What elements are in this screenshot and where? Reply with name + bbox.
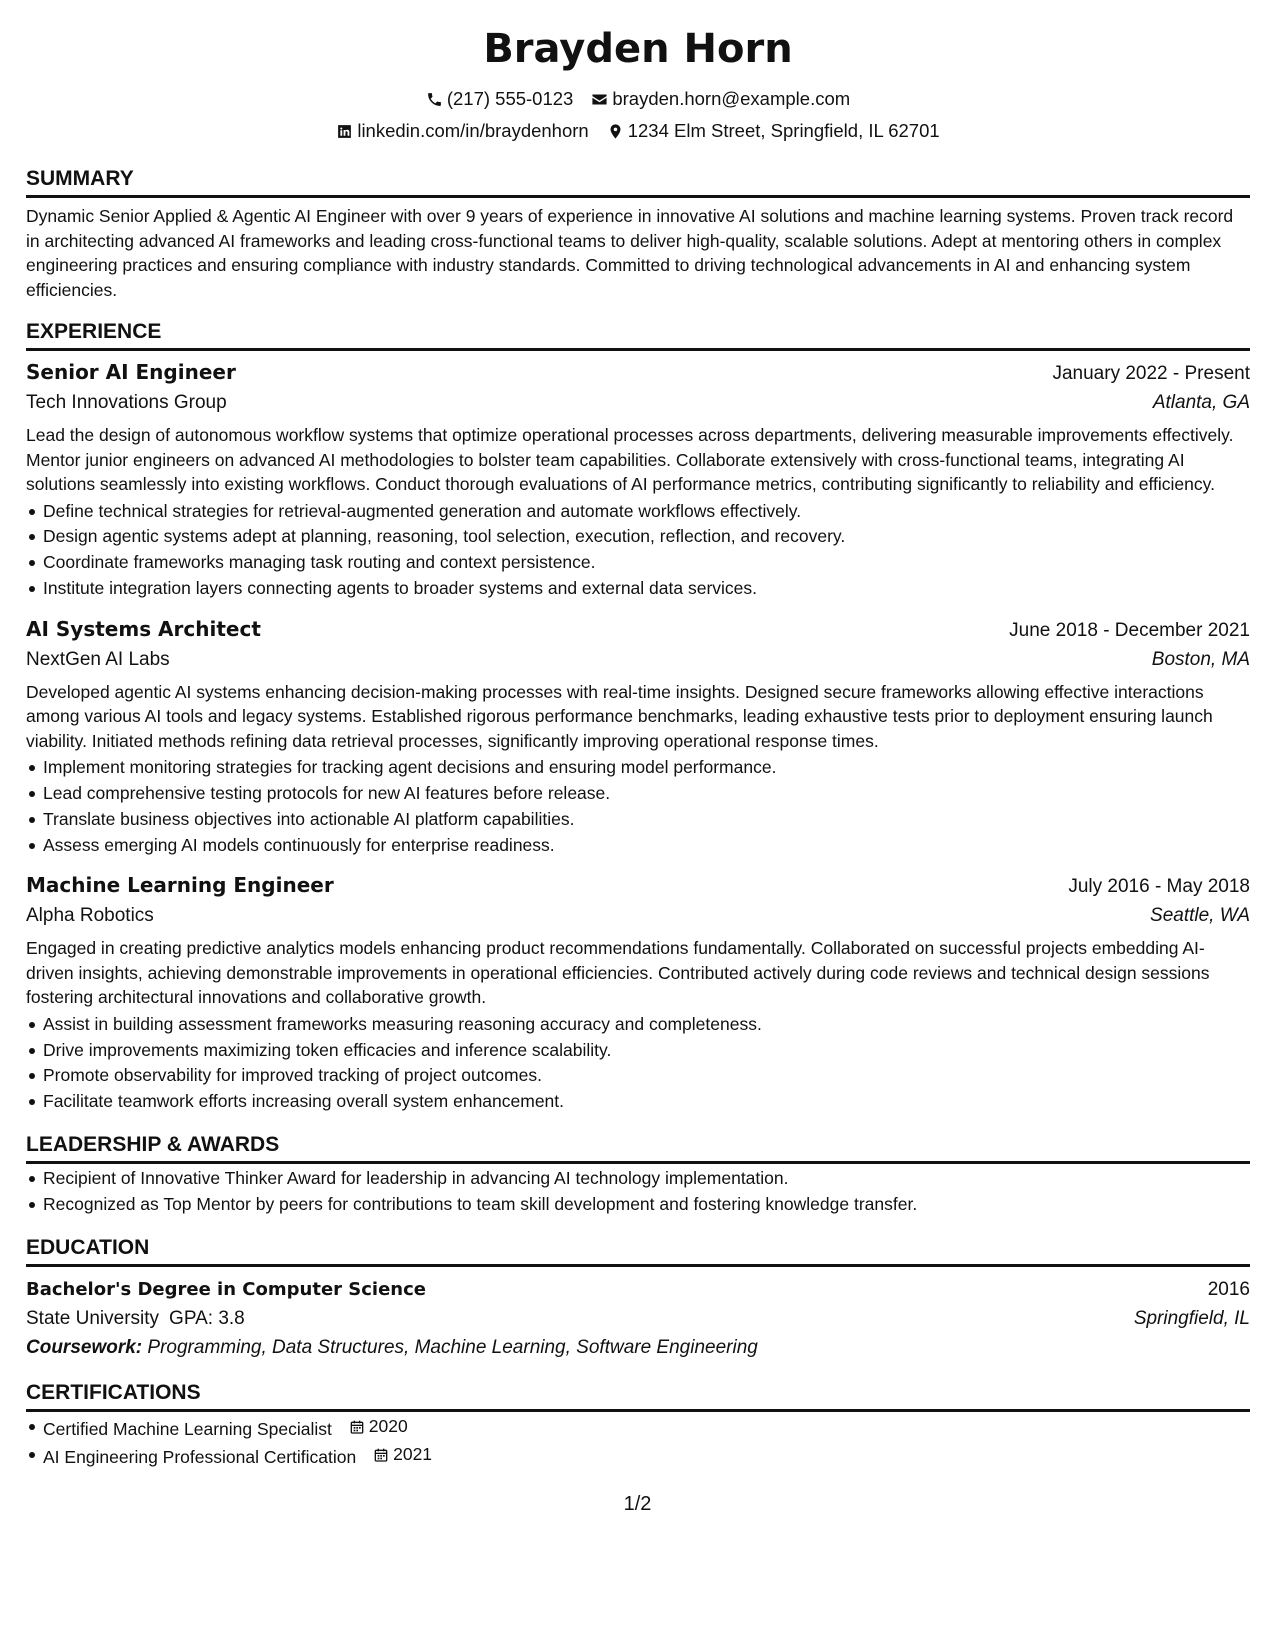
job-entry xyxy=(26,614,1250,859)
edu-school: State University xyxy=(26,1307,160,1329)
job-description: Lead the design of autonomous workflow systems that optimize operational processes across departments, delivering measurable improvements effectively. Mentor junior engineers on advanced AI methodologies to bolster team capabilities. Collaborate extensively with cross-functional teams, integrating AI solutions seamlessly into existing workflows. Conduct thorough evaluations of AI performance metrics, contributing significantly to reliability and efficiency. xyxy=(26,425,1234,494)
candidate-name: Brayden Horn xyxy=(483,26,793,72)
job-date: June 2018 - December 2021 xyxy=(1009,619,1250,641)
coursework-text: Programming, Data Structures, Machine Learning, Software Engineering xyxy=(147,1336,758,1358)
edu-coursework xyxy=(26,1333,1250,1363)
contact-address xyxy=(607,120,940,142)
list-item: Implement monitoring strategies for tracking agent decisions and ensuring model performance. xyxy=(26,755,1250,781)
job-header-row xyxy=(26,870,1250,902)
section-title-summary: SUMMARY xyxy=(26,166,1250,198)
list-item xyxy=(26,1414,1250,1443)
contact-phone[interactable] xyxy=(426,88,574,110)
section-title-experience: EXPERIENCE xyxy=(26,319,1250,351)
job-date: January 2022 - Present xyxy=(1052,363,1250,384)
job-bullets xyxy=(26,499,1250,602)
map-marker-icon xyxy=(607,123,624,140)
job-location: Boston, MA xyxy=(1151,648,1250,670)
edu-header-row xyxy=(26,1275,1250,1305)
cert-date xyxy=(349,1414,408,1440)
section-title-education: EDUCATION xyxy=(26,1235,1250,1267)
list-item: Coordinate frameworks managing task routing and context persistence. xyxy=(26,550,1250,576)
job-sub-row xyxy=(26,646,1250,674)
job-location: Atlanta, GA xyxy=(1152,392,1250,413)
contact-linkedin[interactable] xyxy=(336,120,588,142)
list-item: Facilitate teamwork efforts increasing overall system enhancement. xyxy=(26,1089,1250,1115)
list-item: Promote observability for improved tracking of project outcomes. xyxy=(26,1063,1250,1089)
list-item: Translate business objectives into actionable AI platform capabilities. xyxy=(26,807,1250,833)
summary-text: Dynamic Senior Applied & Agentic AI Engineer with over 9 years of experience in innovative AI solutions and machine learning systems. Proven track record in architecting advanced AI frameworks and leading cross-functional teams to deliver high-quality, scalable solutions. Adept at mentoring others in complex engineering practices and ensuring compliance with industry standards. Committed to driving technological advancements in AI and enhancing system efficiencies. xyxy=(26,206,1234,300)
coursework-label: Coursework: xyxy=(26,1336,143,1358)
list-item: Recipient of Innovative Thinker Award for leadership in advancing AI technology implementation. xyxy=(26,1166,1250,1192)
resume-page xyxy=(26,18,1250,1471)
edu-school-line xyxy=(26,1305,245,1333)
job-bullets xyxy=(26,1012,1250,1115)
edu-year: 2016 xyxy=(1207,1278,1250,1300)
job-description: Engaged in creating predictive analytics models enhancing product recommendations fundamentally. Collaborated on successful projects embedding AI-driven insights, achieving demonstrable improvements in operational efficiencies. Contributed actively during code reviews and technical design sessions fostering architectural innovations and collaborative growth. xyxy=(26,938,1210,1008)
edu-degree: Bachelor's Degree in Computer Science xyxy=(26,1278,426,1300)
cert-name: AI Engineering Professional Certification xyxy=(43,1447,357,1468)
phone-icon xyxy=(426,91,443,108)
list-item: Institute integration layers connecting agents to broader systems and external data services. xyxy=(26,576,1250,602)
leadership-list xyxy=(26,1166,1250,1218)
list-item: Assist in building assessment frameworks measuring reasoning accuracy and completeness. xyxy=(26,1012,1250,1038)
job-title: Machine Learning Engineer xyxy=(26,873,334,898)
cert-year: 2021 xyxy=(393,1444,433,1465)
job-date: July 2016 - May 2018 xyxy=(1068,876,1250,898)
section-title-leadership: LEADERSHIP & AWARDS xyxy=(26,1132,1250,1164)
job-bullets xyxy=(26,755,1250,858)
address-text: 1234 Elm Street, Springfield, IL 62701 xyxy=(627,120,940,141)
job-company: Alpha Robotics xyxy=(26,905,154,927)
email-text: brayden.horn@example.com xyxy=(612,88,851,109)
job-title: Senior AI Engineer xyxy=(26,360,236,384)
cert-year: 2020 xyxy=(368,1415,408,1436)
job-location: Seattle, WA xyxy=(1150,905,1250,927)
list-item: Lead comprehensive testing protocols for new AI features before release. xyxy=(26,781,1250,807)
job-company: NextGen AI Labs xyxy=(26,648,170,670)
list-item: Define technical strategies for retrieval-augmented generation and automate workflows effectively. xyxy=(26,499,1250,525)
job-entry xyxy=(26,357,1250,602)
phone-text: (217) 555-0123 xyxy=(446,88,574,109)
job-header-row xyxy=(26,357,1250,389)
linkedin-icon xyxy=(336,123,353,140)
section-title-certifications: CERTIFICATIONS xyxy=(26,1380,1250,1412)
job-title: AI Systems Architect xyxy=(26,616,261,641)
calendar-icon xyxy=(373,1447,389,1463)
education-entry xyxy=(26,1275,1250,1363)
job-description: Developed agentic AI systems enhancing decision-making processes with real-time insights. Designed secure frameworks allowing effective interactions among various AI tools and legacy systems. Established rigorous performance benchmarks, leading exhaustive tests prior to deployment ensuring launch viability. Initiated methods refining data retrieval processes, significantly improving operational response times. xyxy=(26,681,1213,751)
calendar-icon xyxy=(349,1419,365,1435)
contact-email[interactable] xyxy=(591,88,850,110)
edu-sub-row xyxy=(26,1305,1250,1333)
page-number: 1/2 xyxy=(623,1493,652,1515)
job-company: Tech Innovations Group xyxy=(26,392,227,413)
list-item: Design agentic systems adept at planning, reasoning, tool selection, execution, reflection, and recovery. xyxy=(26,524,1250,550)
job-header-row xyxy=(26,614,1250,646)
edu-gpa: GPA: 3.8 xyxy=(169,1307,245,1329)
list-item: Drive improvements maximizing token efficacies and inference scalability. xyxy=(26,1038,1250,1064)
cert-name: Certified Machine Learning Specialist xyxy=(43,1418,332,1439)
envelope-icon xyxy=(591,91,608,108)
job-entry xyxy=(26,870,1250,1115)
contact-row-primary xyxy=(26,88,1250,110)
list-item: Assess emerging AI models continuously for enterprise readiness. xyxy=(26,833,1250,859)
job-sub-row xyxy=(26,902,1250,930)
job-sub-row xyxy=(26,389,1250,417)
edu-location: Springfield, IL xyxy=(1133,1307,1250,1329)
certifications-list xyxy=(26,1414,1250,1471)
cert-date xyxy=(373,1442,432,1468)
list-item xyxy=(26,1442,1250,1471)
linkedin-text: linkedin.com/in/braydenhorn xyxy=(357,120,589,141)
list-item: Recognized as Top Mentor by peers for contributions to team skill development and fostering knowledge transfer. xyxy=(26,1192,1250,1218)
contact-row-secondary xyxy=(26,120,1250,142)
